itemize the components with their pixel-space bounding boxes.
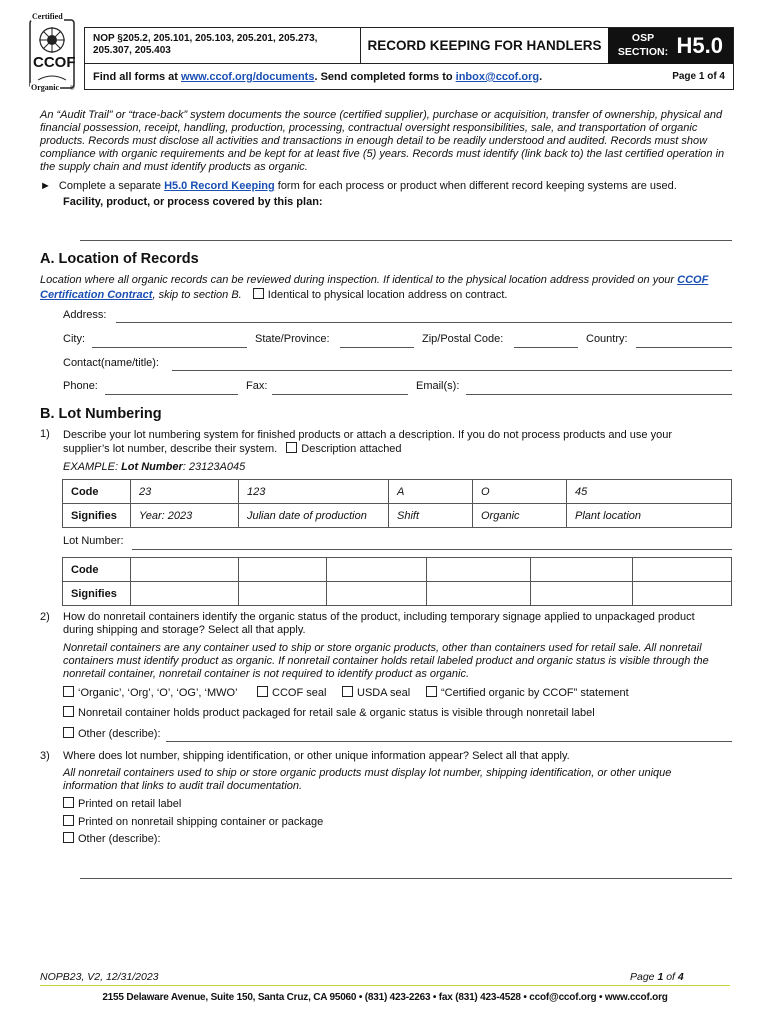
q3-other-checkbox[interactable] bbox=[63, 832, 74, 843]
q3-other-label: Other (describe): bbox=[78, 833, 161, 845]
lot-signifies-cell[interactable] bbox=[131, 582, 239, 606]
footer-page-number bbox=[630, 971, 684, 984]
table-row bbox=[63, 504, 732, 528]
complete-pre: Complete a separate bbox=[58, 180, 165, 192]
q2-option-other bbox=[63, 727, 161, 741]
zip-field[interactable] bbox=[514, 347, 578, 348]
section-a-desc-pre: Location where all organic records can be reviewed during inspection. If identical to the physical location address provided on your bbox=[40, 274, 678, 286]
footer-page-mid: of bbox=[663, 971, 678, 983]
footer-page-num: 1 bbox=[657, 971, 664, 983]
q2-option-ccof-seal bbox=[257, 686, 326, 700]
inbox-email-link[interactable]: inbox@ccof.org bbox=[455, 71, 540, 83]
shipping-container-label: Printed on nonretail shipping container or package bbox=[78, 816, 324, 828]
end-dot: . bbox=[539, 71, 543, 83]
ccof-logo bbox=[28, 14, 78, 94]
facility-label: Facility, product, or process covered by this plan: bbox=[63, 196, 323, 208]
lot-code-cell[interactable] bbox=[131, 558, 239, 582]
q2-option-certified-statement bbox=[426, 686, 629, 700]
country-field[interactable] bbox=[636, 347, 732, 348]
city-field[interactable] bbox=[92, 347, 247, 348]
nonretail-visible-label: Nonretail container holds product packaged for retail sale & organic status is visible through nonretail label bbox=[78, 707, 595, 719]
lot-number-label: Lot Number: bbox=[63, 535, 124, 547]
complete-post: form for each process or product when different record keeping systems are used. bbox=[274, 180, 677, 192]
lot-code-header: Code bbox=[63, 558, 131, 582]
nop-references: NOP §205.2, 205.101, 205.103, 205.201, 205.273, 205.307, 205.403 bbox=[93, 33, 318, 56]
contact-label: Contact(name/title): bbox=[63, 357, 159, 369]
footer-doc-code: NOPB23, V2, 12/31/2023 bbox=[40, 971, 159, 983]
nonretail-visible-checkbox[interactable] bbox=[63, 706, 74, 717]
q1-number: 1) bbox=[40, 428, 50, 440]
footer-page-total: 4 bbox=[677, 971, 684, 983]
city-label: City: bbox=[63, 333, 85, 345]
example-post: : 23123A045 bbox=[182, 461, 246, 473]
email-field[interactable] bbox=[466, 394, 732, 395]
retail-label-label: Printed on retail label bbox=[78, 798, 182, 810]
footer-address: 2155 Delaware Avenue, Suite 150, Santa Cruz, CA 95060 • (831) 423-2263 • fax (831) 423-4528 • ccof@ccof.org • www.ccof.org bbox=[102, 992, 668, 1003]
example-signifies-cell: Shift bbox=[389, 504, 473, 528]
lot-signifies-cell[interactable] bbox=[531, 582, 633, 606]
q3-note: All nonretail containers used to ship or store organic products must display lot number, shipping identification, or other unique information that links to audit trail documentation. bbox=[63, 767, 672, 792]
section-a-title: A. Location of Records bbox=[40, 251, 199, 267]
address-label: Address: bbox=[63, 309, 107, 321]
find-forms-text bbox=[93, 71, 542, 83]
contact-field[interactable] bbox=[172, 370, 732, 371]
lot-code-cell[interactable] bbox=[531, 558, 633, 582]
example-code-cell: 123 bbox=[239, 480, 389, 504]
audit-trail-paragraph: An “Audit Trail” or “trace-back” system documents the source (certified supplier), purchase or acquisition, transfer of ownership, physical and financial possession, receipt, handling, production, processing, contractual oversight responsibilities, sale, and transportation of organic products. Records must disclose all activities and transactions in enough detail to be readily understood and audited. Records must show compliance with organic requirements and be kept for at least five (5) years. Records must identify (link back to) the last certified operation in the supply chain and must identify products as organic. bbox=[40, 109, 725, 173]
logo-bottom-text: Organic bbox=[31, 83, 59, 92]
ccof-seal-checkbox[interactable] bbox=[257, 686, 268, 697]
osp-label bbox=[616, 31, 670, 59]
table-row bbox=[63, 480, 732, 504]
q2-other-label: Other (describe): bbox=[78, 728, 161, 740]
identical-address-checkbox[interactable] bbox=[253, 288, 264, 299]
retail-label-checkbox[interactable] bbox=[63, 797, 74, 808]
q3-other-field[interactable] bbox=[80, 878, 732, 879]
logo-registered-mark: ® bbox=[70, 86, 75, 92]
osp-section-box bbox=[608, 28, 733, 64]
example-code-cell: O bbox=[473, 480, 567, 504]
q3-text: Where does lot number, shipping identification, or other unique information appear? Select all that apply. bbox=[63, 750, 570, 762]
certification-contract-link[interactable]: CCOF Certification Contract bbox=[40, 274, 709, 301]
complete-instruction bbox=[40, 180, 732, 193]
q3-option-shipping-container bbox=[63, 815, 323, 829]
section-b-title: B. Lot Numbering bbox=[40, 406, 162, 422]
q2-option-nonretail bbox=[63, 706, 595, 720]
q2-other-checkbox[interactable] bbox=[63, 727, 74, 738]
form-header bbox=[84, 27, 734, 90]
header-top-row bbox=[85, 28, 733, 64]
example-bold: Lot Number bbox=[121, 461, 183, 473]
lot-entry-table bbox=[62, 557, 732, 606]
q2-other-field[interactable] bbox=[166, 741, 732, 742]
section-code: H5.0 bbox=[676, 33, 723, 58]
section-a-desc-post: , skip to section B. bbox=[152, 289, 242, 301]
organic-terms-checkbox[interactable] bbox=[63, 686, 74, 697]
state-label: State/Province: bbox=[255, 333, 330, 345]
description-attached-checkbox[interactable] bbox=[286, 442, 297, 453]
shipping-container-checkbox[interactable] bbox=[63, 815, 74, 826]
q2-note: Nonretail containers are any container used to ship or store organic products, other than containers used for retail sale. All nonretail containers must identify product as organic. If nonretail container holds retail labeled product and organic status is visible through the nonretail container, nonretail container is not required to identify product as organic. bbox=[63, 642, 709, 680]
phone-field[interactable] bbox=[105, 394, 238, 395]
table-row bbox=[63, 582, 732, 606]
example-line bbox=[63, 461, 245, 474]
lot-code-cell[interactable] bbox=[327, 558, 427, 582]
example-signifies-cell: Organic bbox=[473, 504, 567, 528]
q2-option-usda-seal bbox=[342, 686, 410, 700]
organic-terms-label: ‘Organic’, ‘Org’, ‘O’, ‘OG’, ‘MWO’ bbox=[78, 687, 238, 699]
example-signifies-cell: Plant location bbox=[567, 504, 732, 528]
phone-label: Phone: bbox=[63, 380, 98, 392]
q2-text: How do nonretail containers identify the organic status of the product, including temporary signage applied to unpackaged product during shipping and storage? Select all that apply. bbox=[63, 611, 695, 636]
example-signifies-cell: Julian date of production bbox=[239, 504, 389, 528]
section-a-description bbox=[40, 273, 732, 303]
example-code-header: Code bbox=[63, 480, 131, 504]
bullet-icon: ► bbox=[40, 180, 51, 192]
country-label: Country: bbox=[586, 333, 628, 345]
example-code-cell: 45 bbox=[567, 480, 732, 504]
table-row bbox=[63, 558, 732, 582]
q2-option-organic-terms bbox=[63, 686, 238, 700]
q1-text bbox=[63, 428, 703, 456]
usda-seal-label: USDA seal bbox=[357, 687, 411, 699]
ccof-seal-label: CCOF seal bbox=[272, 687, 327, 699]
facility-field[interactable] bbox=[80, 240, 732, 241]
lot-number-field[interactable] bbox=[132, 549, 732, 550]
footer-page-pre: Page bbox=[630, 971, 658, 983]
email-label: Email(s): bbox=[416, 380, 460, 392]
q1-question: Describe your lot numbering system for finished products or attach a description. If you do not process products and use your supplier’s lot number, describe their system. bbox=[63, 429, 672, 455]
lot-signifies-cell[interactable] bbox=[327, 582, 427, 606]
lot-signifies-cell[interactable] bbox=[633, 582, 732, 606]
example-code-cell: A bbox=[389, 480, 473, 504]
documents-link[interactable]: www.ccof.org/documents bbox=[181, 71, 315, 83]
description-attached-label: Description attached bbox=[301, 443, 402, 455]
send-text: . Send completed forms to bbox=[314, 71, 456, 83]
lot-code-cell[interactable] bbox=[427, 558, 531, 582]
header-page-number: Page 1 of 4 bbox=[672, 71, 725, 82]
example-pre: EXAMPLE: bbox=[63, 461, 122, 473]
certified-statement-label: “Certified organic by CCOF” statement bbox=[441, 687, 629, 699]
state-field[interactable] bbox=[340, 347, 414, 348]
fax-field[interactable] bbox=[272, 394, 408, 395]
example-code-cell: 23 bbox=[131, 480, 239, 504]
certified-statement-checkbox[interactable] bbox=[426, 686, 437, 697]
find-text: Find all forms at bbox=[93, 71, 182, 83]
h5-record-keeping-link[interactable]: H5.0 Record Keeping bbox=[164, 180, 275, 192]
usda-seal-checkbox[interactable] bbox=[342, 686, 353, 697]
address-field[interactable] bbox=[116, 322, 732, 323]
lot-signifies-cell[interactable] bbox=[427, 582, 531, 606]
q3-number: 3) bbox=[40, 750, 50, 762]
lot-signifies-cell[interactable] bbox=[239, 582, 327, 606]
logo-top-text: Certified bbox=[32, 12, 63, 21]
osp-label-line-1: OSP bbox=[631, 32, 655, 44]
form-title: RECORD KEEPING FOR HANDLERS bbox=[360, 28, 608, 64]
example-signifies-cell: Year: 2023 bbox=[131, 504, 239, 528]
zip-label: Zip/Postal Code: bbox=[422, 333, 504, 345]
q2-number: 2) bbox=[40, 611, 50, 623]
lot-code-cell[interactable] bbox=[239, 558, 327, 582]
lot-signifies-header: Signifies bbox=[63, 582, 131, 606]
identical-address-label: Identical to physical location address on contract. bbox=[267, 289, 508, 301]
lot-code-cell[interactable] bbox=[633, 558, 732, 582]
example-lot-table bbox=[62, 479, 732, 528]
logo-main-text: CCOF bbox=[33, 54, 76, 71]
example-signifies-header: Signifies bbox=[63, 504, 131, 528]
q3-option-other bbox=[63, 832, 161, 846]
footer-rule bbox=[40, 985, 730, 986]
osp-label-line-2: SECTION: bbox=[617, 46, 669, 58]
fax-label: Fax: bbox=[246, 380, 268, 392]
q3-option-retail-label bbox=[63, 797, 181, 811]
